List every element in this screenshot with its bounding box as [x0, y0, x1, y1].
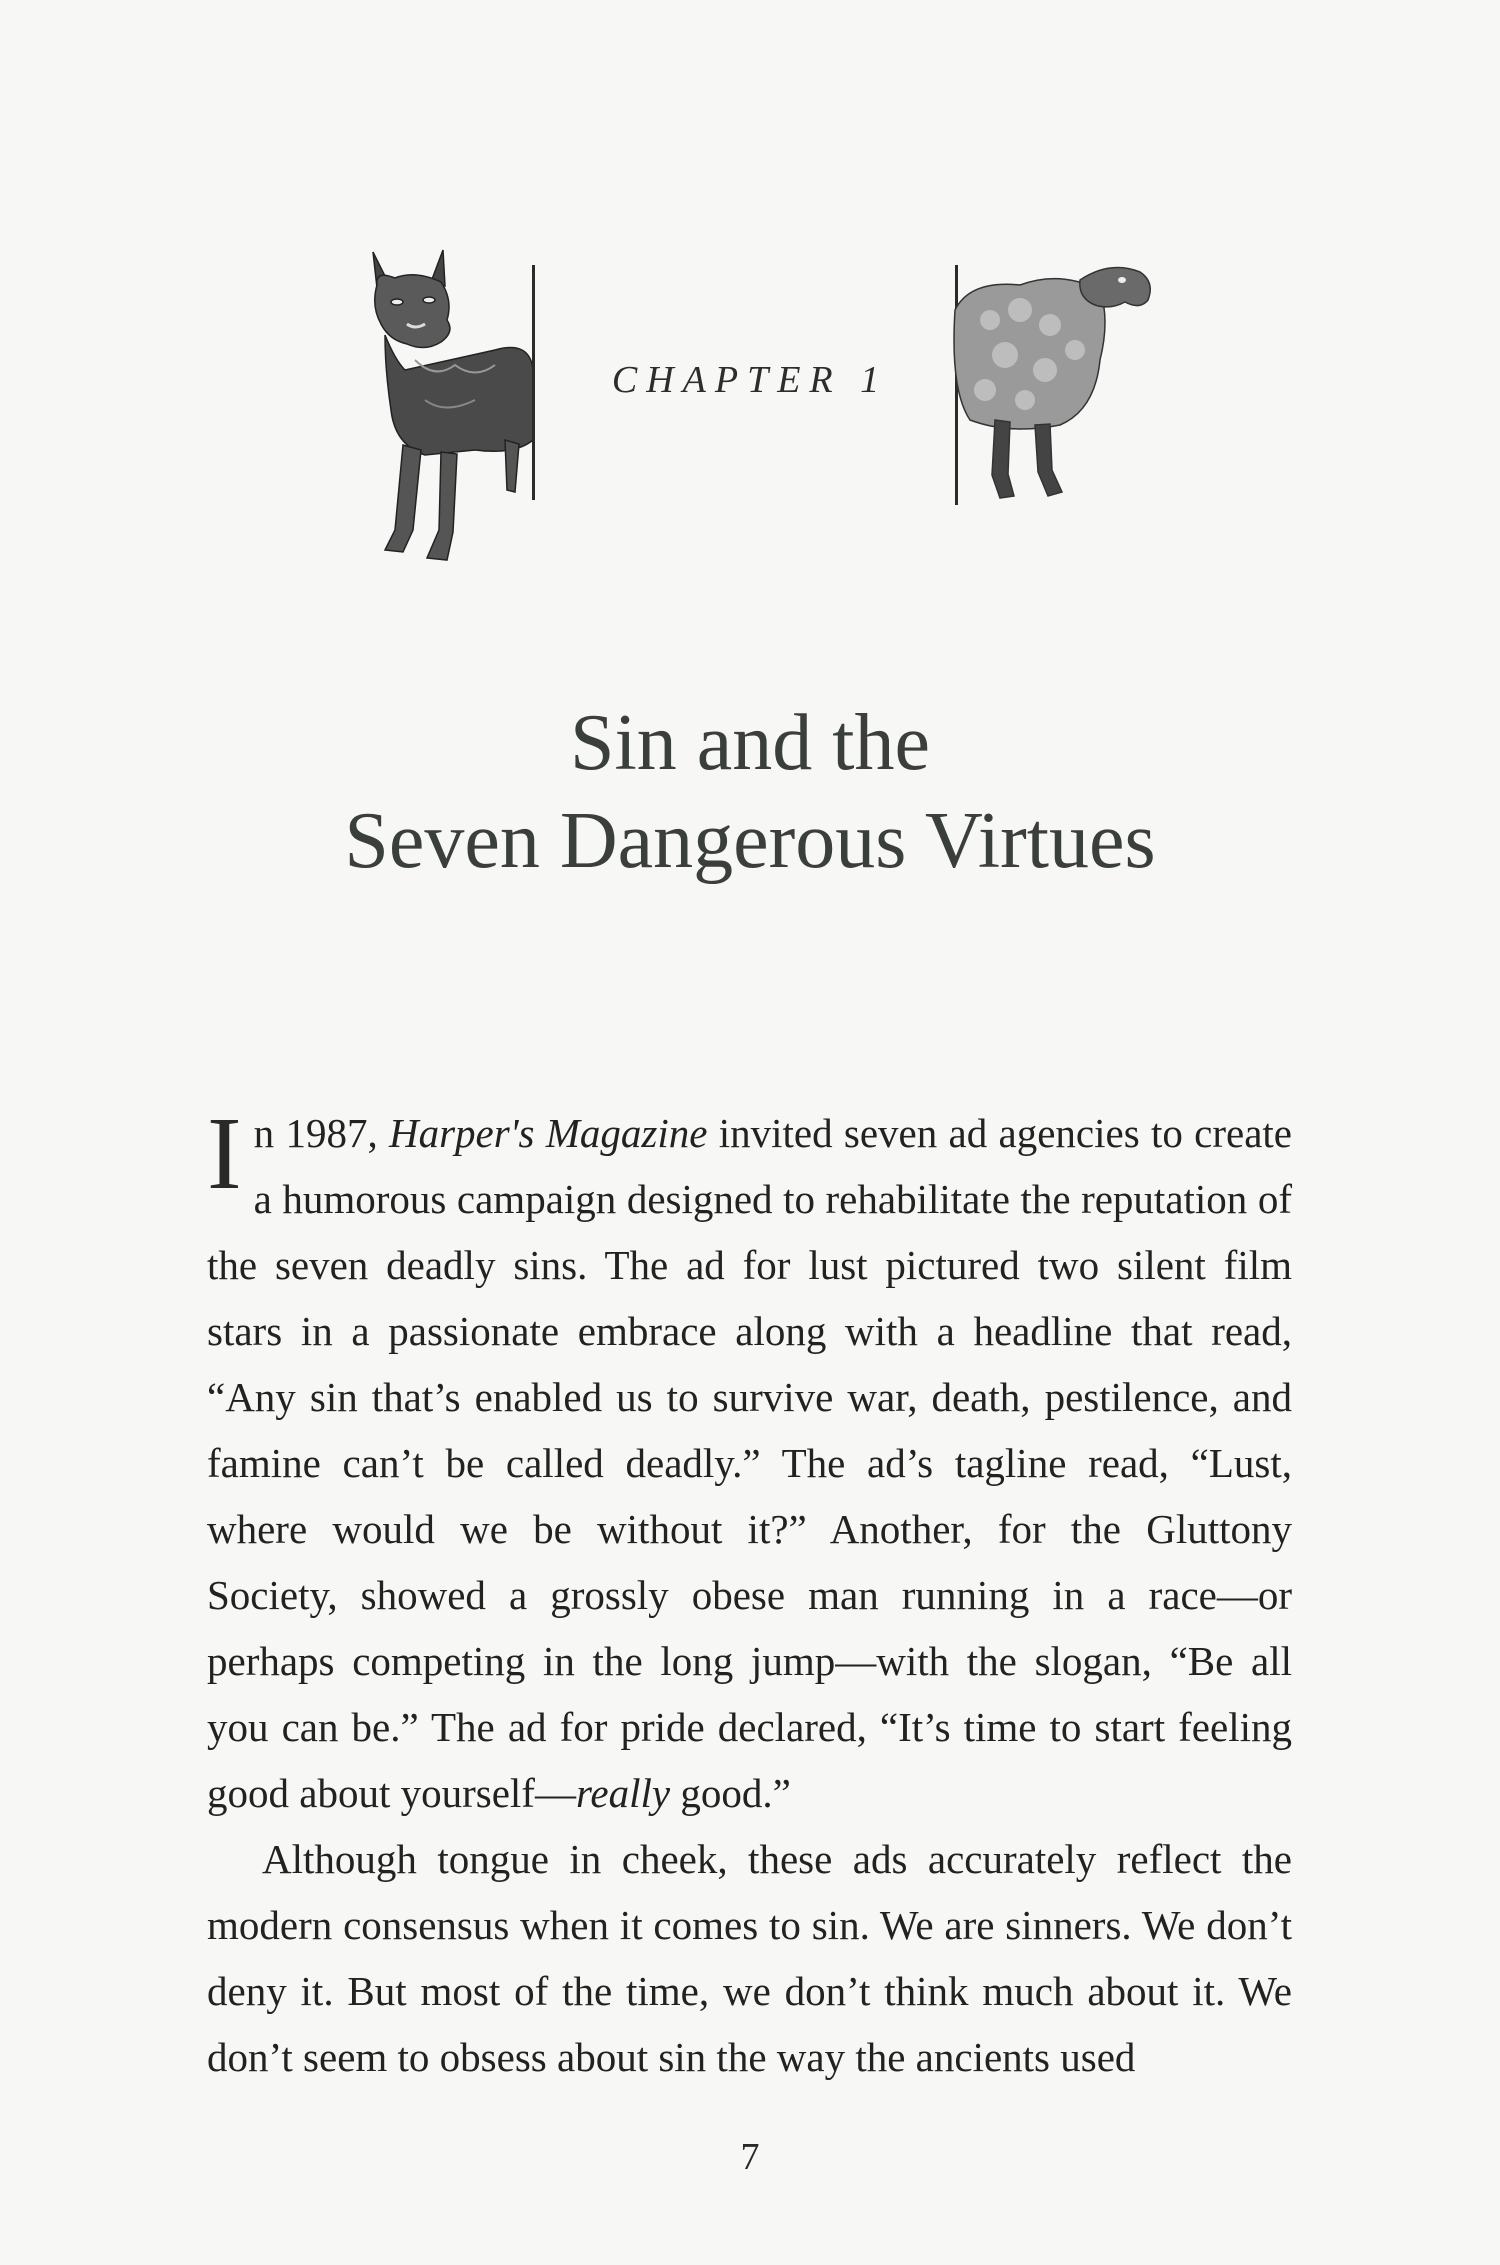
- paragraph-2: Although tongue in cheek, these ads accurately reflect the modern consensus when it comes to sin. We are sinners. We don’t deny it. But most of the time, we don’t think much about it. We don’t seem to obsess about sin the way the ancients used: [207, 1836, 1292, 2080]
- body-text: [207, 1096, 1292, 2090]
- drop-cap: I: [207, 1096, 242, 1211]
- left-vertical-rule: [532, 265, 535, 500]
- chapter-header: [0, 240, 1500, 570]
- page-number: 7: [740, 2136, 760, 2178]
- wolf-illustration: [355, 240, 540, 570]
- paragraph-1-text-c: good.”: [670, 1770, 791, 1816]
- paragraph-1: [207, 1096, 1292, 1826]
- paragraph-1-text-a: n 1987,: [253, 1110, 389, 1156]
- chapter-label: CHAPTER 1: [611, 359, 889, 401]
- chapter-title: [0, 694, 1500, 890]
- paragraph-1-text-b: invited seven ad agencies to create a humorous campaign designed to rehabilitate the reputation of the seven deadly sins. The ad for lust pictured two silent film stars in a passionate embrace along with a headline that read, “Any sin that’s enabled us to survive war, death, pestilence, and famine can’t be called deadly.” The ad’s tagline read, “Lust, where would we be without it?” Another, for the Gluttony Society, showed a grossly obese man running in a race—or perhaps competing in the long jump—with the slogan, “Be all you can be.” The ad for pride declared, “It’s time to start feeling good about yourself—: [207, 1110, 1292, 1816]
- chapter-title-line-2: Seven Dangerous Virtues: [344, 796, 1156, 885]
- emphasis-really: really: [575, 1770, 671, 1816]
- sheep-illustration: [950, 260, 1160, 500]
- magazine-title: Harper's Magazine: [388, 1110, 708, 1156]
- chapter-title-line-1: Sin and the: [570, 698, 930, 787]
